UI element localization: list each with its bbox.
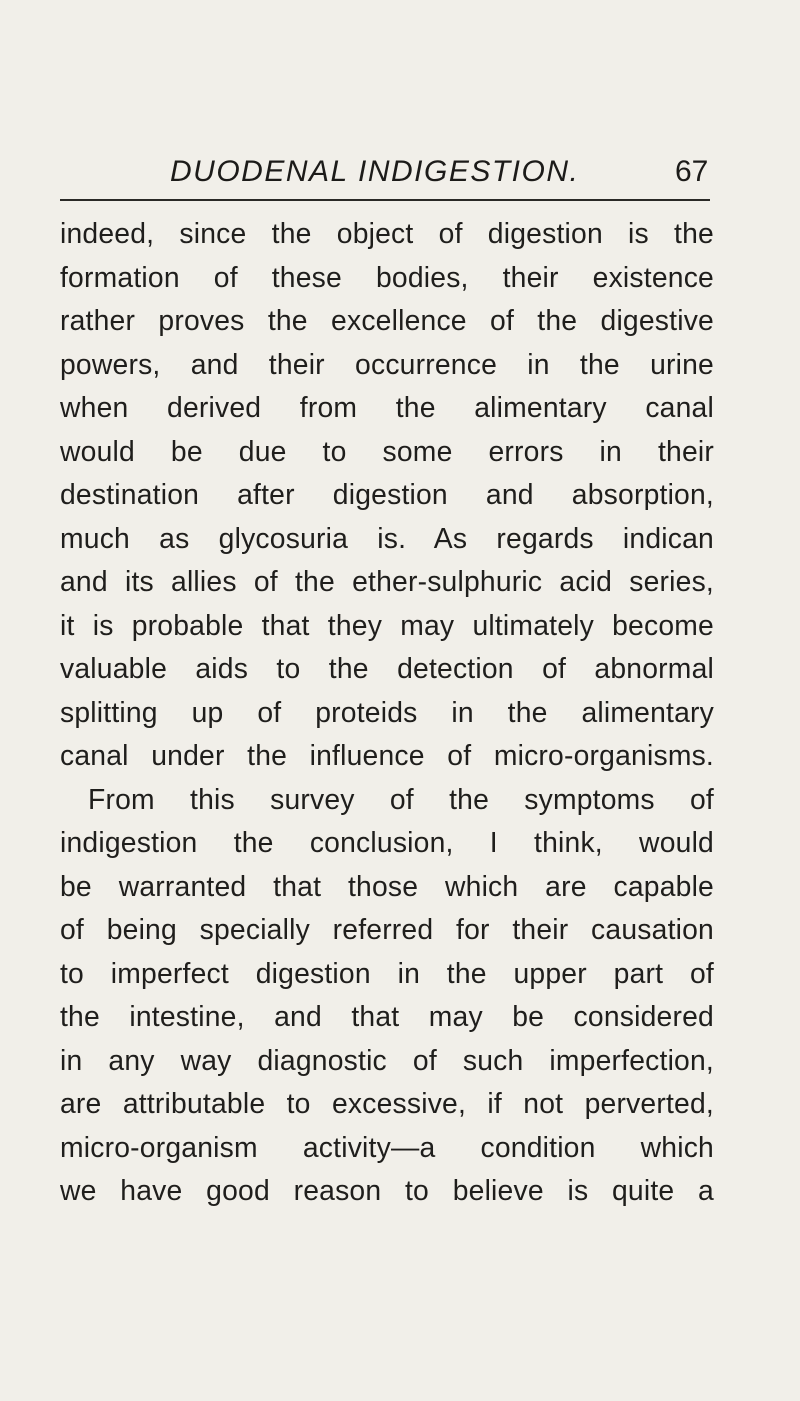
page-number: 67 xyxy=(675,155,709,188)
text-line: valuable aids to the detection of abnormal xyxy=(60,652,714,684)
text-line: powers, and their occurrence in the urine xyxy=(60,347,714,380)
header-rule xyxy=(60,199,710,201)
text-line: splitting up of proteids in the alimentary xyxy=(60,695,714,728)
text-line: indigestion the conclusion, I think, would xyxy=(60,826,714,858)
text-line: micro-organism activity—a condition which xyxy=(60,1130,714,1163)
text-line: and its allies of the ether-sulphuric acid series, xyxy=(60,565,714,597)
text-line: indeed, since the object of digestion is the xyxy=(60,217,714,249)
running-head xyxy=(0,150,800,196)
text-line: rather proves the excellence of the digestive xyxy=(60,304,714,336)
text-line: of being specially referred for their causation xyxy=(60,913,714,945)
text-line: would be due to some errors in their xyxy=(60,434,714,467)
text-line: we have good reason to believe is quite a xyxy=(60,1174,714,1206)
body-text xyxy=(60,212,714,1213)
paragraph-start-line: From this survey of the symptoms of xyxy=(88,782,714,815)
text-line: be warranted that those which are capable xyxy=(60,869,714,902)
running-head-title: DUODENAL INDIGESTION. xyxy=(170,155,580,188)
text-line: canal under the influence of micro-organisms. xyxy=(60,739,714,771)
text-line: in any way diagnostic of such imperfection, xyxy=(60,1043,714,1076)
text-line: are attributable to excessive, if not perverted, xyxy=(60,1087,714,1119)
text-line: formation of these bodies, their existence xyxy=(60,260,714,293)
text-line: destination after digestion and absorption, xyxy=(60,478,714,510)
text-line: when derived from the alimentary canal xyxy=(60,391,714,423)
text-line: to imperfect digestion in the upper part of xyxy=(60,956,714,989)
text-line: the intestine, and that may be considered xyxy=(60,1000,714,1032)
text-line: it is probable that they may ultimately become xyxy=(60,608,714,641)
text-line: much as glycosuria is. As regards indican xyxy=(60,521,714,554)
